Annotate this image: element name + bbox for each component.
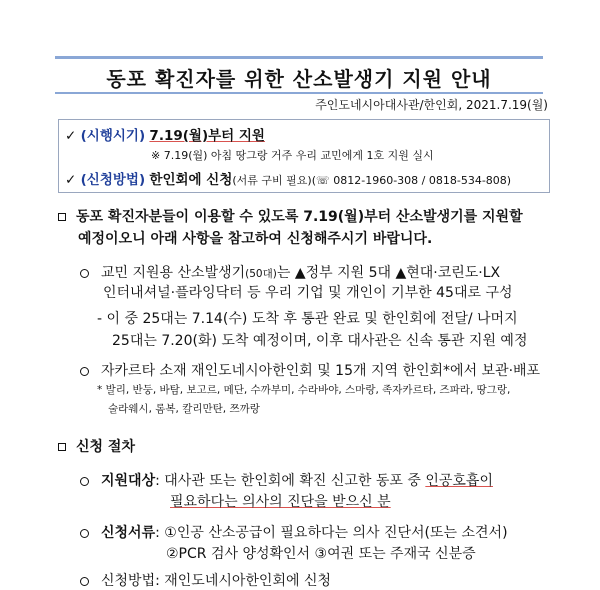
- title-bottom-rule: [55, 92, 543, 94]
- period-note: ※ 7.19(월) 아침 땅그랑 거주 우리 교민에게 1호 지원 실시: [151, 149, 434, 162]
- intro-para-line1: 동포 확진자분들이 이용할 수 있도록 7.19(월)부터 산소발생기를 지원할: [58, 206, 523, 226]
- regions-note-line2: 술라웨시, 롬복, 칼리만탄, 쯔까랑: [108, 403, 260, 415]
- method-contact: (서류 구비 필요)(☏ 0812-1960-308 / 0818-534-808): [232, 174, 512, 187]
- summary-box: [58, 119, 550, 193]
- circle-bullet-icon: [80, 477, 89, 486]
- bullet-composition-line2: 인터내셔널·플라잉닥터 등 우리 기업 및 개인이 기부한 45대로 구성: [103, 285, 513, 301]
- eligibility-line2: 필요하다는 의사의 진단을 받으신 분: [170, 494, 391, 510]
- square-bullet-icon: [58, 213, 66, 221]
- circle-bullet-icon: [80, 577, 89, 586]
- circle-bullet-icon: [80, 529, 89, 538]
- summary-row-method: [65, 168, 511, 188]
- period-tag: (시행시기): [80, 128, 146, 144]
- square-bullet-icon: [58, 443, 66, 451]
- method-line-partial: 신청방법: 재인도네시아한인회에 신청: [80, 570, 331, 590]
- section-procedure-heading: 신청 절차: [58, 436, 135, 456]
- summary-row-period: [65, 124, 265, 144]
- circle-bullet-icon: [80, 367, 89, 376]
- method-tag: (신청방법): [80, 172, 146, 188]
- documents-line1: 신청서류: ①인공 산소공급이 필요하다는 의사 진단서(또는 소견서): [80, 522, 508, 542]
- checkmark-icon: ✓: [65, 172, 77, 188]
- checkmark-icon: ✓: [65, 128, 77, 144]
- bullet-composition-line1: 교민 지원용 산소발생기(50대)는 ▲정부 지원 5대 ▲현대·코린도·LX: [80, 262, 500, 282]
- title-top-rule: [55, 56, 543, 59]
- sub-arrival-line2: 25대는 7.20(화) 도착 예정이며, 이후 대사관은 신속 통관 지원 예정: [112, 333, 528, 349]
- period-text: 7.19(월)부터 지원: [149, 128, 265, 144]
- circle-bullet-icon: [80, 269, 89, 278]
- intro-para-line2: 예정이오니 아래 사항을 참고하여 신청해주시기 바랍니다.: [78, 231, 433, 247]
- sub-arrival-line1: - 이 중 25대는 7.14(수) 도착 후 통관 완료 및 한인회에 전달/ 나머지: [97, 311, 518, 327]
- eligibility-line1: 지원대상: 대사관 또는 한인회에 확진 신고한 동포 중 인공호흡이: [80, 470, 493, 490]
- bullet-distribution: 자카르타 소재 재인도네시아한인회 및 15개 지역 한인회*에서 보관·배포: [80, 360, 540, 380]
- issuer-date: 주인도네시아대사관/한인회, 2021.7.19(월): [315, 98, 548, 112]
- documents-line2: ②PCR 검사 양성확인서 ③여권 또는 주재국 신분증: [166, 546, 476, 562]
- regions-note-line1: * 발리, 반둥, 바탐, 보고르, 메단, 수까부미, 수라바야, 스마랑, 족자카르타, 즈파라, 땅그랑,: [97, 384, 511, 396]
- page-title: 동포 확진자를 위한 산소발생기 지원 안내: [106, 67, 492, 91]
- method-text: 한인회에 신청: [149, 172, 233, 188]
